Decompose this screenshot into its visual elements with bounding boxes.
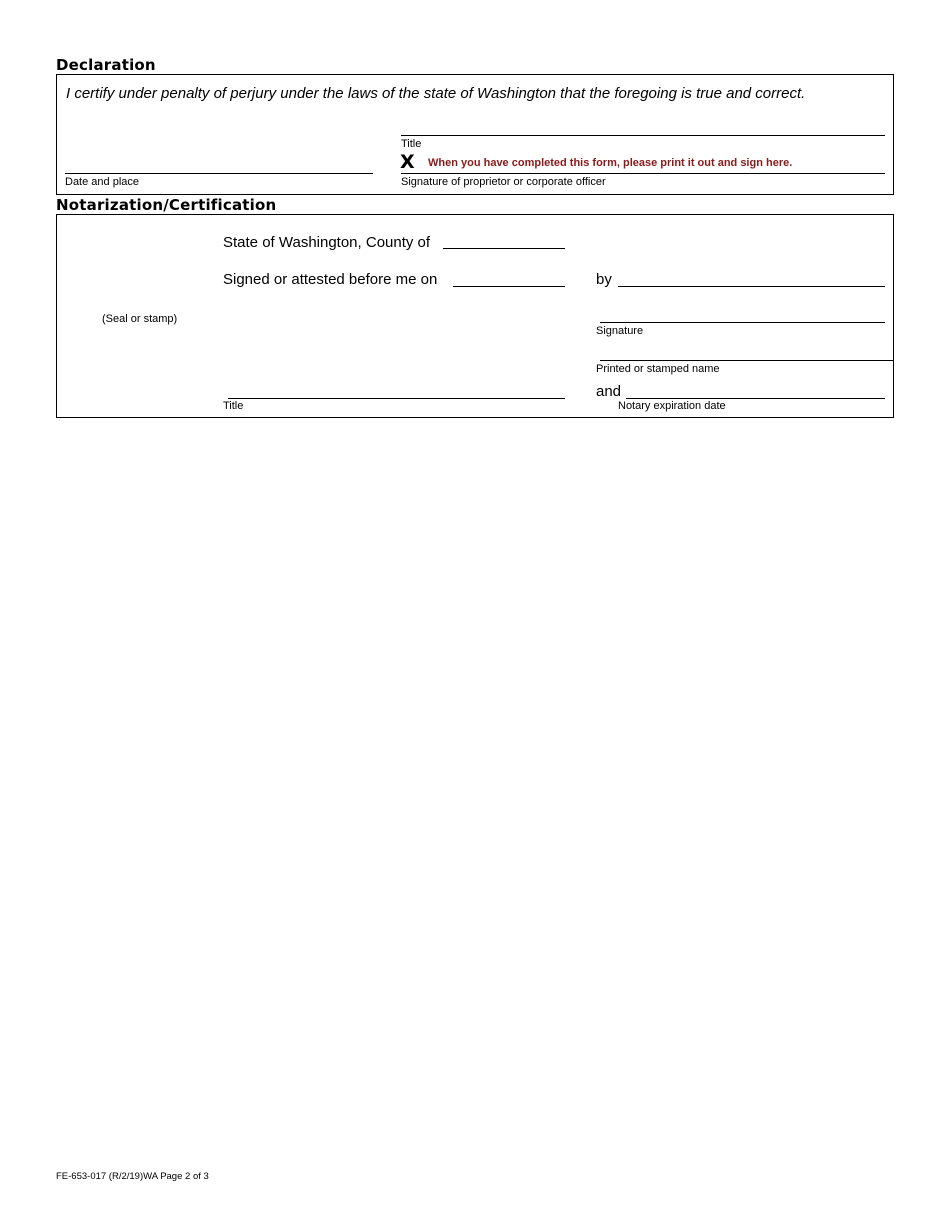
notarization-heading: Notarization/Certification xyxy=(56,196,277,214)
notary-title-label: Title xyxy=(223,400,244,412)
by-label: by xyxy=(596,271,612,288)
signed-date-line[interactable] xyxy=(453,286,565,287)
date-place-line[interactable] xyxy=(65,173,373,174)
sign-here-note: When you have completed this form, please print it out and sign here. xyxy=(428,157,793,169)
printed-name-label: Printed or stamped name xyxy=(596,363,720,375)
notary-signature-label: Signature xyxy=(596,325,644,337)
by-line[interactable] xyxy=(618,286,885,287)
notarization-box xyxy=(56,214,894,418)
signature-officer-label: Signature of proprietor or corporate officer xyxy=(401,176,606,188)
title-label: Title xyxy=(401,138,422,150)
printed-name-line[interactable] xyxy=(600,360,893,361)
sign-here-x-icon: X xyxy=(400,151,415,173)
certify-statement: I certify under penalty of perjury under the laws of the state of Washington that the foregoing is true and correct. xyxy=(66,85,806,102)
signature-line[interactable] xyxy=(401,173,885,174)
title-line[interactable] xyxy=(401,135,885,136)
notary-title-line[interactable] xyxy=(228,398,565,399)
form-id-footer: FE-653-017 (R/2/19)WA Page 2 of 3 xyxy=(56,1171,209,1182)
state-county-label: State of Washington, County of xyxy=(223,234,431,251)
signed-attested-label: Signed or attested before me on xyxy=(223,271,438,288)
notary-signature-line[interactable] xyxy=(600,322,885,323)
county-line[interactable] xyxy=(443,248,565,249)
seal-stamp-label: (Seal or stamp) xyxy=(102,313,178,325)
and-label: and xyxy=(596,383,622,400)
notary-expiration-label: Notary expiration date xyxy=(618,400,726,412)
declaration-heading: Declaration xyxy=(56,56,156,74)
expiration-line[interactable] xyxy=(626,398,885,399)
date-place-label: Date and place xyxy=(65,176,139,188)
